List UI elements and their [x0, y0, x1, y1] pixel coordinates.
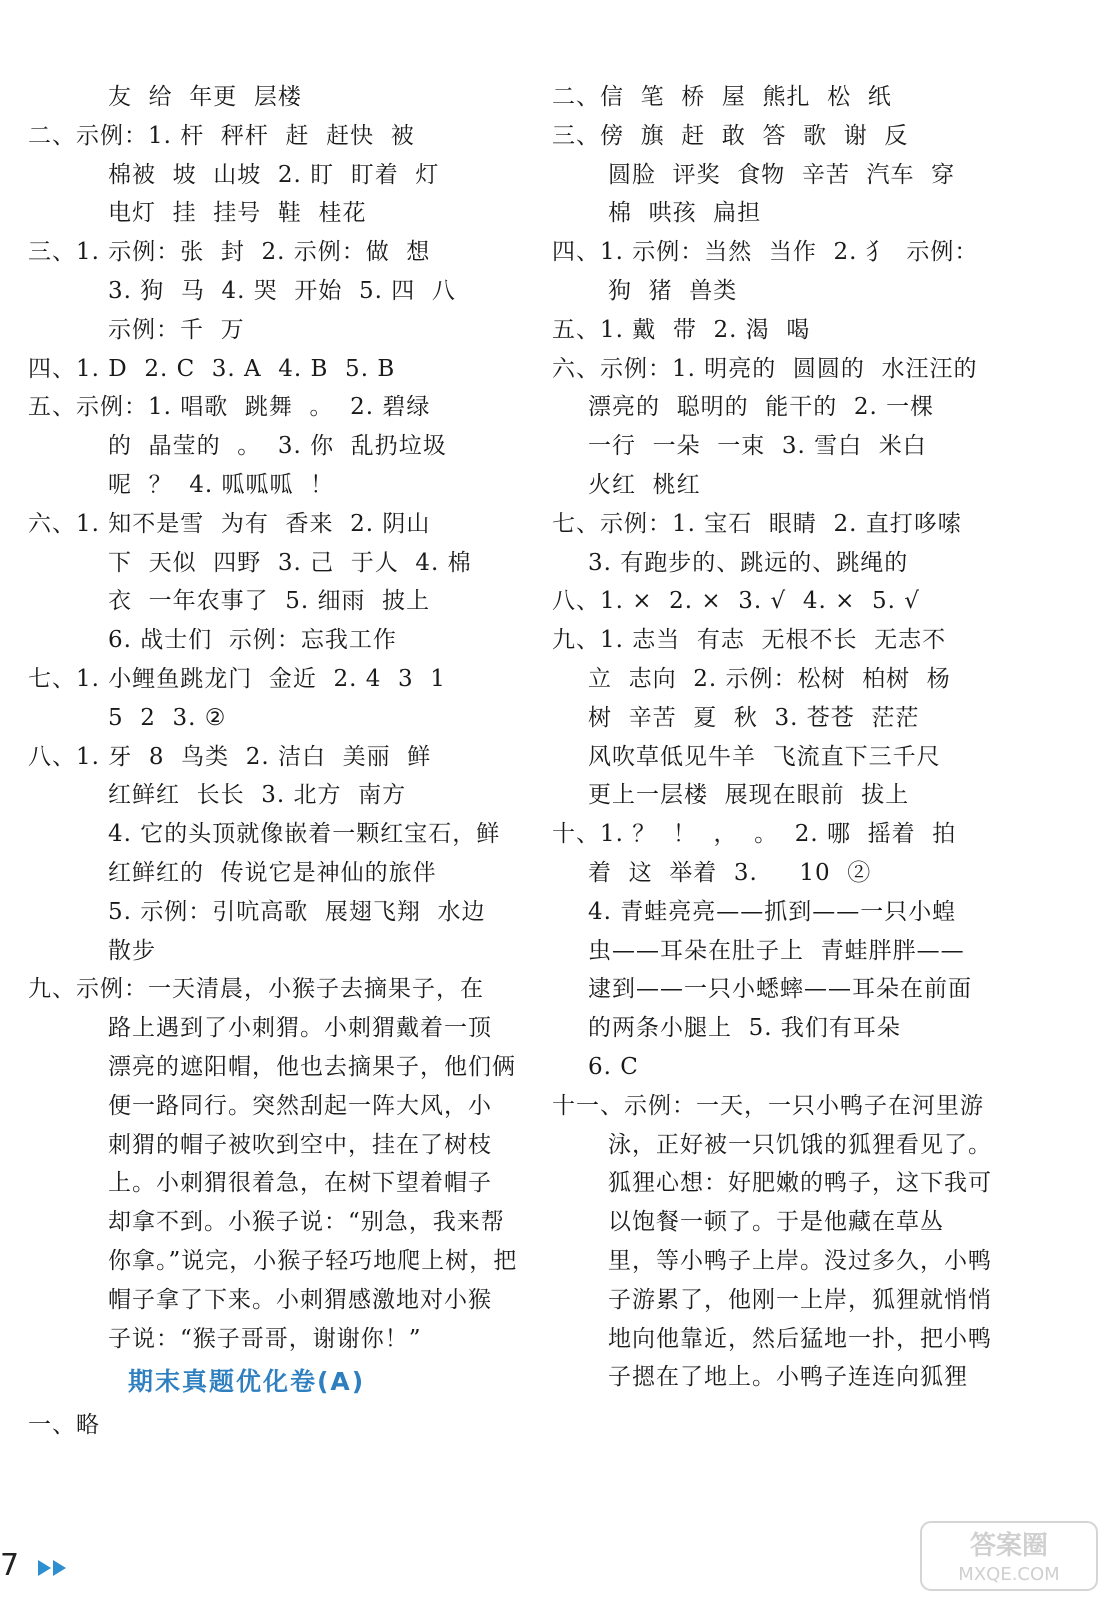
answer-line: 的两条小腿上 5. 我们有耳朵: [588, 1015, 901, 1042]
answer-line: 漂亮的 聪明的 能干的 2. 一棵: [588, 394, 935, 421]
answer-line: 路上遇到了小刺猬。小刺猬戴着一顶: [108, 1015, 492, 1042]
answer-line: 的 晶莹的 。 3. 你 乱扔垃圾: [108, 433, 447, 460]
answer-line: 八、1. × 2. × 3. √ 4. × 5. √: [552, 588, 920, 615]
answer-line: 里，等小鸭子上岸。没过多久，小鸭: [608, 1247, 992, 1274]
answer-line: 二、信 笔 桥 屋 熊扎 松 纸: [552, 84, 892, 110]
answer-line: 3. 有跑步的、跳远的、跳绳的: [588, 549, 909, 576]
answer-line: 红鲜红 长长 3. 北方 南方: [108, 782, 407, 809]
arrow-right-icon: [38, 1560, 51, 1576]
answer-line: 便一路同行。突然刮起一阵大风，小: [108, 1092, 492, 1119]
answer-line: 六、示例：1. 明亮的 圆圆的 水汪汪的: [552, 355, 978, 382]
answer-line: 九、示例：一天清晨，小猴子去摘果子，在: [28, 976, 484, 1003]
answer-line: 九、1. 志当 有志 无根不长 无志不: [552, 627, 947, 654]
svg-text:MXQE.COM: MXQE.COM: [958, 1564, 1060, 1585]
svg-text:答案圈: 答案圈: [969, 1531, 1049, 1561]
answer-line: 三、傍 旗 赶 敢 答 歌 谢 反: [552, 122, 909, 149]
answer-line: 逮到——一只小蟋蟀——耳朵在前面: [588, 976, 972, 1003]
answer-line: 七、示例：1. 宝石 眼睛 2. 直打哆嗦: [552, 510, 962, 537]
answer-line: 漂亮的遮阳帽，他也去摘果子，他们俩: [108, 1053, 516, 1080]
answer-line: 红鲜红的 传说它是神仙的旅伴: [108, 859, 437, 886]
answer-line: 以饱餐一顿了。于是他藏在草丛: [608, 1209, 944, 1236]
answer-line: 下 天似 四野 3. 己 于人 4. 棉: [108, 549, 472, 576]
answer-line: 子说：“猴子哥哥，谢谢你！”: [108, 1325, 422, 1352]
arrow-right-icon: [53, 1560, 66, 1576]
answer-line: 电灯 挂 挂号 鞋 桂花: [108, 200, 367, 227]
answer-line: 友 给 年更 层楼: [108, 84, 302, 110]
answer-line: 更上一层楼 展现在眼前 拔上: [588, 782, 910, 809]
answer-line: 三、1. 示例：张 封 2. 示例：做 想: [28, 239, 431, 266]
answer-line: 一行 一朵 一束 3. 雪白 米白: [588, 433, 927, 460]
answer-line: 十、1. ？ ！ ， 。 2. 哪 摇着 拍: [552, 821, 957, 848]
answer-line: 帽子拿了下来。小刺猬感激地对小猴: [108, 1286, 492, 1313]
answer-line: 散步: [108, 937, 156, 964]
answer-line: 6. C: [588, 1053, 639, 1080]
answer-line: 八、1. 牙 8 鸟类 2. 洁白 美丽 鲜: [28, 743, 432, 770]
answer-line: 棉 哄孩 扁担: [608, 200, 762, 227]
section-title: 期末真题优化卷(A): [128, 1367, 366, 1397]
answer-line: 泳，正好被一只饥饿的狐狸看见了。: [608, 1131, 992, 1158]
answer-line: 刺猬的帽子被吹到空中，挂在了树枝: [108, 1131, 492, 1158]
answer-line: 六、1. 知不是雪 为有 香来 2. 阴山: [28, 510, 431, 537]
page-arrows: [38, 1552, 66, 1576]
answer-line: 地向他靠近，然后猛地一扑，把小鸭: [608, 1325, 992, 1352]
answer-line: 立 志向 2. 示例：松树 柏树 杨: [588, 665, 951, 692]
watermark-logo: [919, 1520, 1099, 1592]
answer-line: 子游累了，他刚一上岸，狐狸就悄悄: [608, 1286, 992, 1313]
answer-line: 示例：千 万: [108, 316, 245, 343]
answer-line: 上。小刺猬很着急，在树下望着帽子: [108, 1170, 492, 1197]
answer-line: 火红 桃红: [588, 471, 701, 498]
answer-line: 3. 狗 马 4. 哭 开始 5. 四 八: [108, 277, 456, 304]
answer-line: 风吹草低见牛羊 飞流直下三千尺: [588, 743, 941, 770]
answer-line: 五、1. 戴 带 2. 渴 喝: [552, 316, 811, 343]
left-column: [28, 78, 528, 1445]
answer-line: 棉被 坡 山坡 2. 盯 盯着 灯: [108, 161, 440, 188]
answer-line: 七、1. 小鲤鱼跳龙门 金近 2. 4 3 1: [28, 665, 446, 692]
answer-line: 却拿不到。小猴子说：“别急，我来帮: [108, 1209, 505, 1236]
answer-line: 圆脸 评奖 食物 辛苦 汽车 穿: [608, 161, 956, 188]
right-column: [552, 78, 1072, 1397]
answer-line: 二、示例：1. 杆 秤杆 赶 赶快 被: [28, 122, 415, 149]
answer-line: 树 辛苦 夏 秋 3. 苍苍 茫茫: [588, 704, 920, 731]
answer-line: 呢 ？ 4. 呱呱呱 ！: [108, 471, 335, 498]
answer-line: 5 2 3. ②: [108, 704, 227, 731]
answer-line: 子摁在了地上。小鸭子连连向狐狸: [608, 1364, 968, 1391]
answer-line: 4. 青蛙亮亮——抓到——一只小蝗: [588, 898, 957, 925]
answer-line: 狗 猪 兽类: [608, 277, 738, 304]
answer-line: 四、1. 示例：当然 当作 2. 犭 示例：: [552, 239, 979, 266]
answer-line: 你拿。”说完，小猴子轻巧地爬上树，把: [108, 1247, 518, 1274]
answer-line: 着 这 举着 3. 10 ②: [588, 859, 872, 886]
answer-line: 狐狸心想：好肥嫩的鸭子，这下我可: [608, 1170, 992, 1197]
answer-line: 四、1. D 2. C 3. A 4. B 5. B: [28, 355, 396, 382]
answer-line: 十一、示例：一天，一只小鸭子在河里游: [552, 1092, 984, 1119]
answer-line: 五、示例：1. 唱歌 跳舞 。 2. 碧绿: [28, 394, 431, 421]
answer-line: 虫——耳朵在肚子上 青蛙胖胖——: [588, 937, 965, 964]
answer-line: 4. 它的头顶就像嵌着一颗红宝石，鲜: [108, 821, 501, 848]
answer-line: 一、略: [28, 1412, 100, 1439]
page-number: 7: [0, 1548, 20, 1583]
answer-line: 6. 战士们 示例：忘我工作: [108, 627, 397, 654]
answer-line: 衣 一年农事了 5. 细雨 披上: [108, 588, 431, 615]
answer-line: 5. 示例：引吭高歌 展翅飞翔 水边: [108, 898, 486, 925]
